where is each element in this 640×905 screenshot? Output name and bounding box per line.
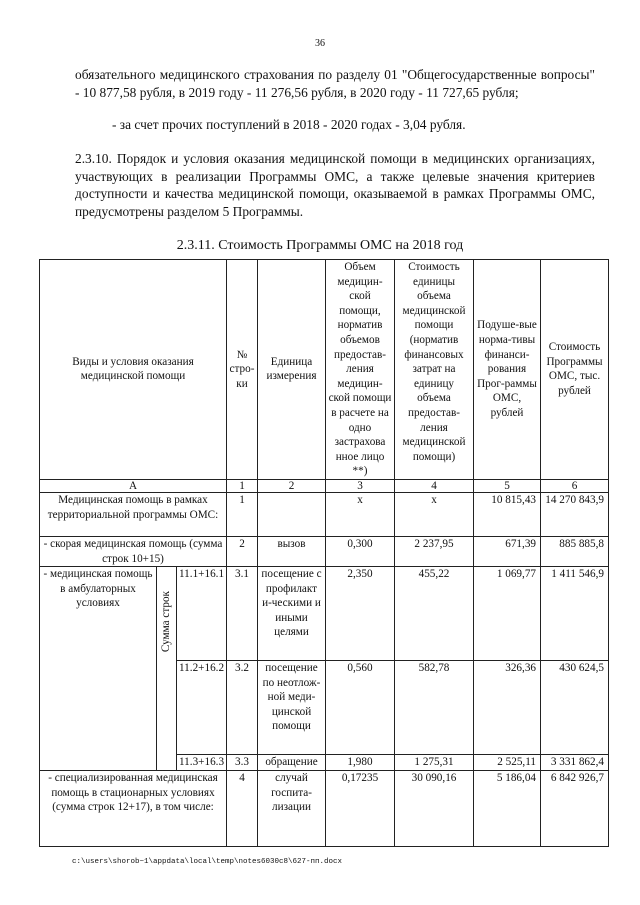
paragraph-2-3-10: 2.3.10. Порядок и условия оказания медицинской помощи в медицинских организациях, участвующих в реализации Программы ОМС, а также целевые значения критериев доступности и качества медицинской помощи, оказываемой в рамках Программы ОМС, предусмотрены разделом 5 Программы. (75, 151, 595, 219)
row-percapita: 671,39 (474, 536, 541, 566)
row-num: 3.3 (227, 755, 258, 771)
header-unit-cost: Стоимость единицы объема медицинской помощи (норматив финансовых затрат на единицу объема предостав-ления медицинской помощи) (395, 260, 474, 480)
row-percapita: 1 069,77 (474, 567, 541, 661)
table-row (40, 536, 609, 566)
header-kinds: Виды и условия оказания медицинской помощи (40, 260, 227, 480)
row-unit: обращение (258, 755, 326, 771)
paragraph-funding: обязательного медицинского страхования по разделу 01 "Общегосударственные вопросы" - 10 877,58 рубля, в 2019 году - 11 276,56 рубля, в 2020 году - 11 727,65 рубля; (75, 67, 595, 100)
header-unit: Единица измерения (258, 260, 326, 480)
row-total: 430 624,5 (541, 661, 609, 755)
row-unit: случай госпита-лизации (258, 771, 326, 847)
index-cell: 2 (258, 479, 326, 492)
row-total: 1 411 546,9 (541, 567, 609, 661)
row-sum: 11.1+16.1 (177, 567, 227, 661)
table-row (40, 771, 609, 847)
row-num: 4 (227, 771, 258, 847)
row-cost: 455,22 (395, 567, 474, 661)
footer-file-path: c:\users\shorob~1\appdata\local\temp\notes6030c8\627-пп.docx (72, 858, 343, 866)
row-volume: 0,560 (326, 661, 395, 755)
row-kind: - специализированная медицинская помощь в стационарных условиях (сумма строк 12+17), в том числе: (40, 771, 227, 847)
sum-rows-label: Сумма строк (160, 591, 173, 653)
row-cost: 1 275,31 (395, 755, 474, 771)
row-volume: 1,980 (326, 755, 395, 771)
row-num: 2 (227, 536, 258, 566)
row-kind: - медицинская помощь в амбулаторных условиях (40, 567, 157, 771)
row-num: 3.2 (227, 661, 258, 755)
index-cell: 1 (227, 479, 258, 492)
row-percapita: 326,36 (474, 661, 541, 755)
row-sum: 11.3+16.3 (177, 755, 227, 771)
row-kind: - скорая медицинская помощь (сумма строк 10+15) (40, 536, 227, 566)
row-cost: х (395, 492, 474, 536)
row-num: 3.1 (227, 567, 258, 661)
row-num: 1 (227, 492, 258, 536)
table-row (40, 567, 609, 661)
paragraph-other-income: - за счет прочих поступлений в 2018 - 2020 годах - 3,04 рубля. (112, 117, 466, 132)
row-unit (258, 492, 326, 536)
row-unit: посещение по неотлож-ной меди-цинской помощи (258, 661, 326, 755)
row-sum: 11.2+16.2 (177, 661, 227, 755)
row-unit: посещение с профилакт и-ческими и иными целями (258, 567, 326, 661)
row-volume: х (326, 492, 395, 536)
row-total: 14 270 843,9 (541, 492, 609, 536)
table-title: 2.3.11. Стоимость Программы ОМС на 2018 год (176, 238, 464, 253)
row-cost: 30 090,16 (395, 771, 474, 847)
row-percapita: 10 815,43 (474, 492, 541, 536)
row-total: 6 842 926,7 (541, 771, 609, 847)
header-rownum: № стро-ки (227, 260, 258, 480)
row-cost: 582,78 (395, 661, 474, 755)
row-cost: 2 237,95 (395, 536, 474, 566)
index-cell: А (40, 479, 227, 492)
row-unit: вызов (258, 536, 326, 566)
table-row (40, 492, 609, 536)
index-cell: 3 (326, 479, 395, 492)
page-number: 36 (315, 38, 325, 49)
table-header-row (40, 260, 609, 480)
index-cell: 6 (541, 479, 609, 492)
row-volume: 0,17235 (326, 771, 395, 847)
sum-rows-label-cell (157, 567, 177, 771)
index-cell: 4 (395, 479, 474, 492)
row-percapita: 5 186,04 (474, 771, 541, 847)
header-volume: Объем медицин-ской помощи, норматив объемов предостав-ления медицин-ской помощи в расчете на одно застрахова нное лицо **) (326, 260, 395, 480)
row-volume: 0,300 (326, 536, 395, 566)
row-volume: 2,350 (326, 567, 395, 661)
row-kind: Медицинская помощь в рамках территориальной программы ОМС: (40, 492, 227, 536)
row-total: 3 331 862,4 (541, 755, 609, 771)
index-cell: 5 (474, 479, 541, 492)
header-percapita: Подуше-вые норма-тивы финанси-рования Прог-раммы ОМС, рублей (474, 260, 541, 480)
cost-table (39, 259, 609, 847)
index-row (40, 479, 609, 492)
row-total: 885 885,8 (541, 536, 609, 566)
row-percapita: 2 525,11 (474, 755, 541, 771)
header-total: Стоимость Программы ОМС, тыс. рублей (541, 260, 609, 480)
